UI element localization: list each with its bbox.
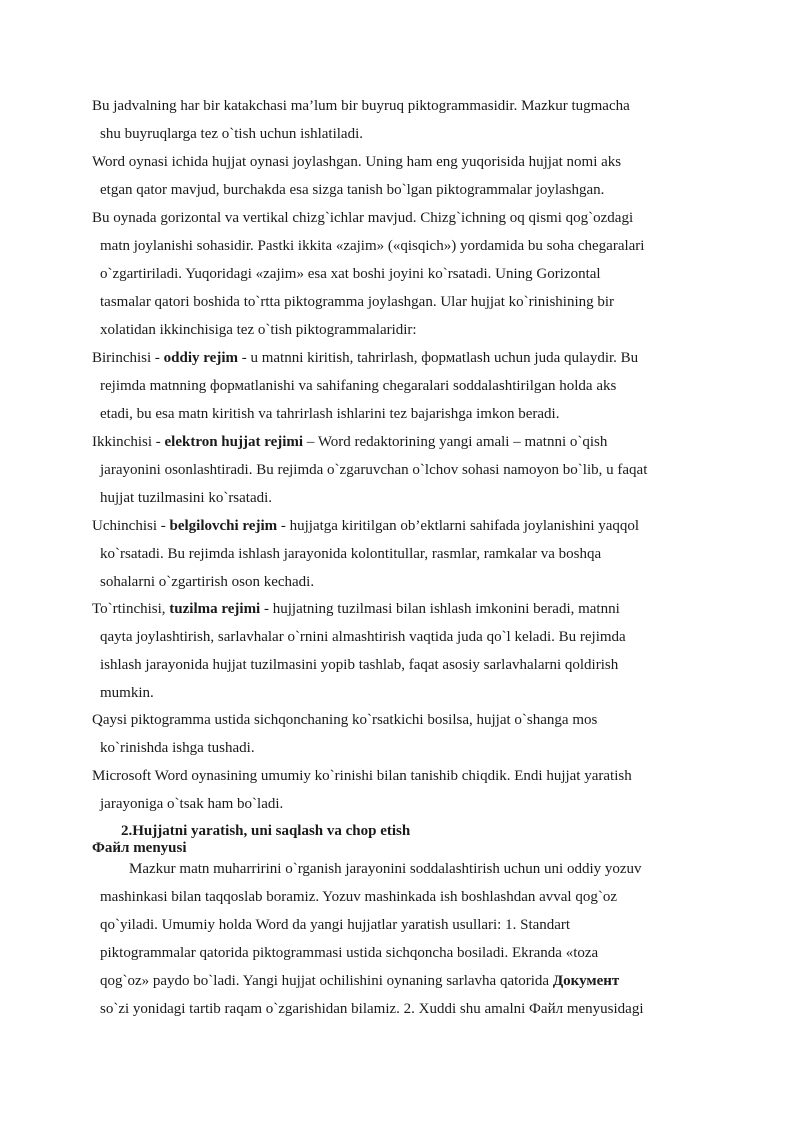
text-line: Mazkur matn muharririni o`rganish jarayonini soddalashtirish uchun uni oddiy yozuv [129,861,642,877]
text-line: Word oynasi ichida hujjat oynasi joylashgan. Uning ham eng yuqorisida hujjat nomi aks [92,154,622,170]
text-line: qo`yiladi. Umumiy holda Word da yangi hujjatlar yaratish usullari: 1. Standart [100,917,571,933]
text-line: qayta joylashtirish, sarlavhalar o`rnini almashtirish vaqtida juda qo`l keladi. Bu rejimda [100,629,626,645]
text-line: ko`rsatadi. Bu rejimda ishlash jarayonida kolontitullar, rasmlar, ramkalar va boshqa [100,546,602,562]
text-line: hujjat tuzilmasini ko`rsatadi. [100,490,273,506]
text-line: jarayonini osonlashtiradi. Bu rejimda o`zgaruvchan o`lchov sohasi namoyon bo`lib, u faqat [100,462,648,478]
term-normal-mode: oddiy rejim [163,350,238,366]
text-line: Uchinchisi - belgilovchi rejim - hujjatga kiritilgan ob’ektlarni sahifada joylanishini yaqqol [92,518,640,534]
term-web-layout-mode: elektron hujjat rejimi [164,434,304,450]
term-page-layout-mode: belgilovchi rejim [169,518,278,534]
text-line: tasmalar qatori boshida to`rtta piktogramma joylashgan. Ular hujjat ko`rinishining bir [100,294,615,310]
text-line: mashinkasi bilan taqqoslab boramiz. Yozuv mashinkada ish boshlashdan avval qog`oz [100,889,617,905]
text-line: Qaysi piktogramma ustida sichqonchaning ko`rsatkichi bosilsa, hujjat o`shanga mos [92,712,598,728]
text-line: sohalarni o`zgartirish oson kechadi. [100,574,315,590]
text-line: shu buyruqlarga tez o`tish uchun ishlatiladi. [100,126,364,142]
text-line: Bu oynada gorizontal va vertikal chizg`ichlar mavjud. Chizg`ichning oq qismi qog`ozdagi [92,210,634,226]
text-line: ko`rinishda ishga tushadi. [100,740,255,756]
text-line: ishlash jarayonida hujjat tuzilmasini yopib tashlab, faqat asosiy sarlavhalarni qoldirish [100,657,619,673]
text-line: Bu jadvalning har bir katakchasi ma’lum bir buyruq piktogrammasidir. Mazkur tugmacha [92,98,630,114]
text-line: o`zgartiriladi. Yuqoridagi «zajim» esa xat boshi joyini ko`rsatadi. Uning Gorizontal [100,266,601,282]
text-line: Ikkinchisi - elektron hujjat rejimi – Word redaktorining yangi amali – matnni o`qish [92,434,608,450]
text-line: xolatidan ikkinchisiga tez o`tish piktogrammalaridir: [100,322,417,338]
text-line: etadi, bu esa matn kiritish va tahrirlash ishlarini tez bajarishga imkon beradi. [100,406,560,422]
text-line: etgan qator mavjud, burchakda esa sizga tanish bo`lgan piktogrammalar joylashgan. [100,182,605,198]
section-heading: 2.Hujjatni yaratish, uni saqlash va chop etish [121,823,411,839]
text-line: rejimda matnning формatlanishi va sahifaning chegaralari soddalashtirilgan holda aks [100,378,617,394]
term-outline-mode: tuzilma rejimi [169,601,261,617]
sub-heading: Файл menyusi [92,840,187,856]
text-line: so`zi yonidagi tartib raqam o`zgarishidan bilamiz. 2. Xuddi shu amalni Файл menyusidagi [100,1001,644,1017]
text-line: mumkin. [100,685,154,701]
text-line: To`rtinchisi, tuzilma rejimi - hujjatning tuzilmasi bilan ishlash imkonini beradi, matnni [92,601,620,617]
text-line: jarayoniga o`tsak ham bo`ladi. [100,796,284,812]
text-line: Microsoft Word oynasining umumiy ko`rinishi bilan tanishib chiqdik. Endi hujjat yaratish [92,768,632,784]
text-line: piktogrammalar qatorida piktogrammasi ustida sichqoncha bosiladi. Ekranda «toza [100,945,599,961]
text-line: Birinchisi - oddiy rejim - u matnni kiritish, tahrirlash, формatlash uchun juda qulaydir. Bu [92,350,639,366]
term-document: Документ [552,973,620,989]
text-line: qog`oz» paydo bo`ladi. Yangi hujjat ochilishini oynaning sarlavha qatorida Документ [100,973,620,989]
text-line: matn joylanishi sohasidir. Pastki ikkita «zajim» («qisqich») yordamida bu soha chegaralari [100,238,645,254]
